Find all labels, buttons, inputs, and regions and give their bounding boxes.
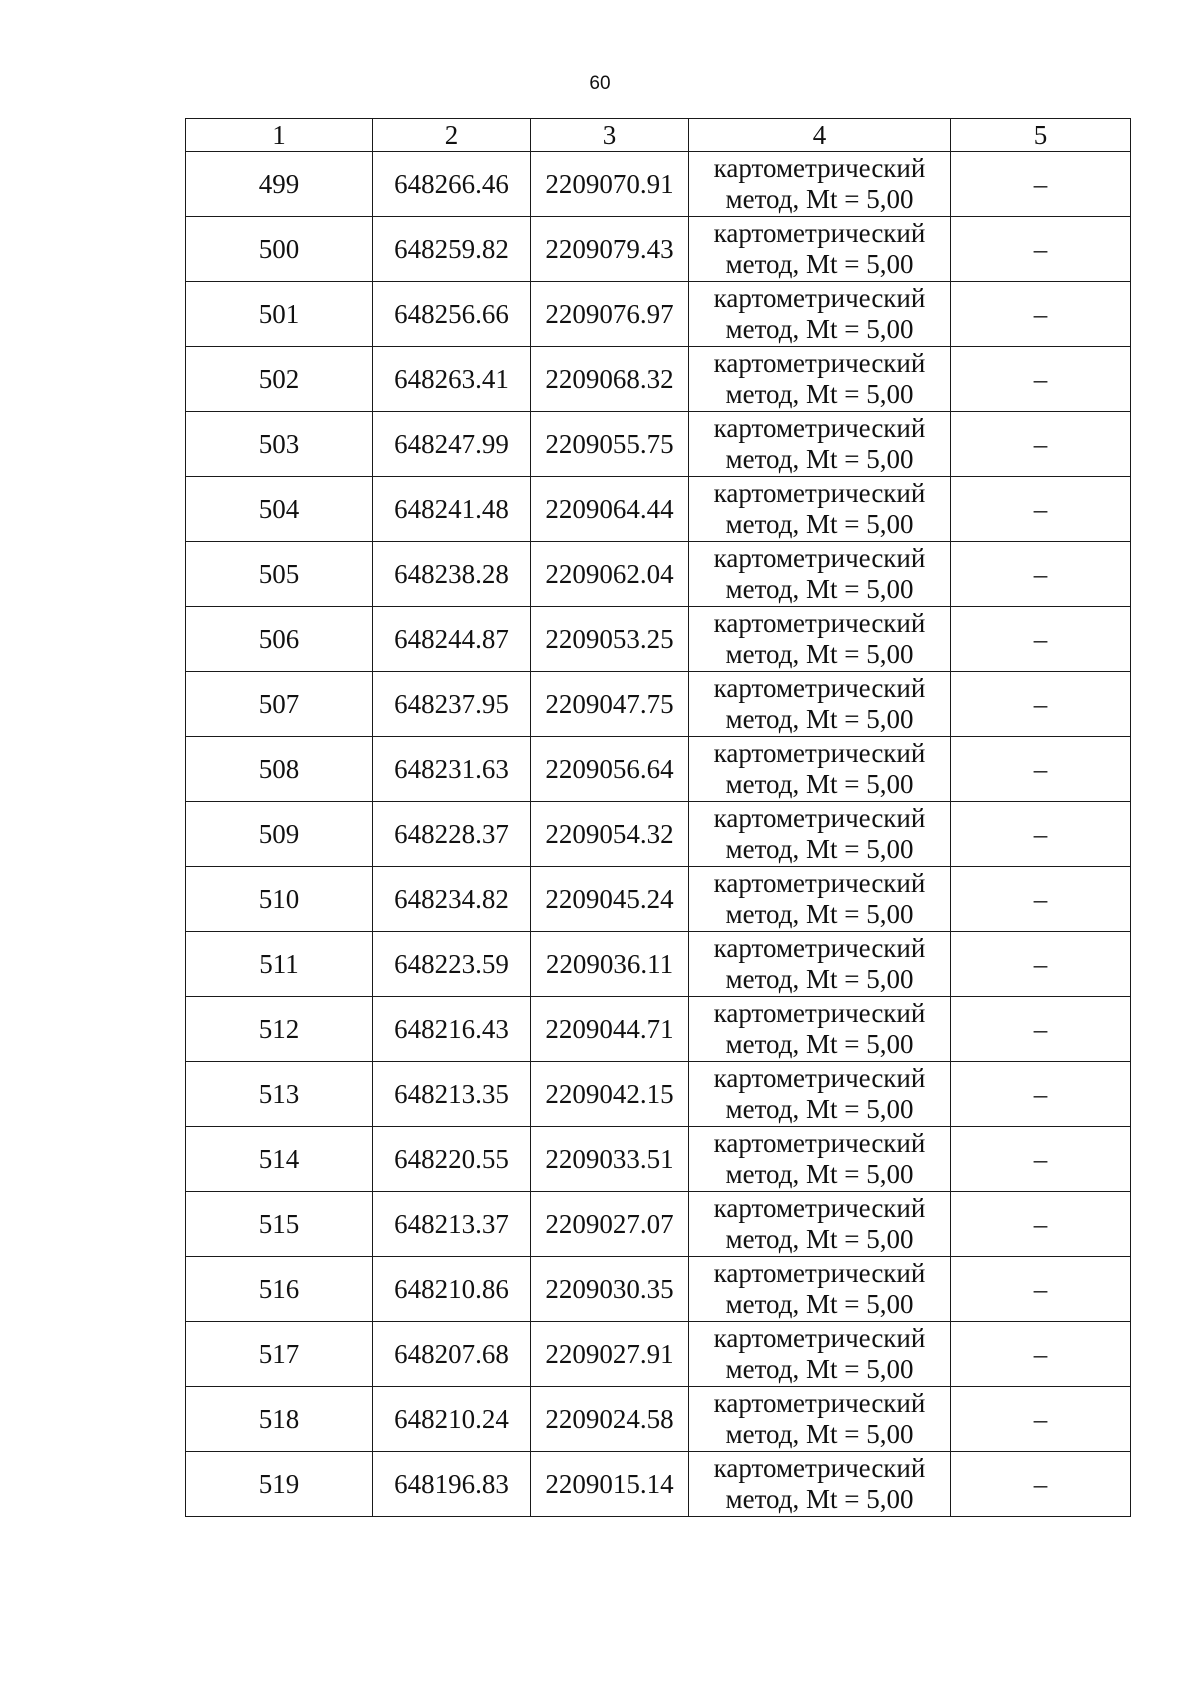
point-number-cell: 506 — [186, 607, 373, 672]
coordinates-table — [185, 118, 1131, 1517]
note-cell: – — [951, 282, 1131, 347]
method-line-2: метод, Mt = 5,00 — [725, 1484, 914, 1514]
method-line-1: картометрический — [713, 413, 926, 443]
table-row — [186, 997, 1131, 1062]
point-number-cell: 511 — [186, 932, 373, 997]
note-cell: – — [951, 1257, 1131, 1322]
page-number: 60 — [589, 73, 611, 94]
method-line-2: метод, Mt = 5,00 — [725, 444, 914, 474]
method-cell — [689, 672, 951, 737]
method-cell — [689, 1387, 951, 1452]
x-coordinate-cell: 648216.43 — [373, 997, 531, 1062]
note-cell: – — [951, 1322, 1131, 1387]
x-coordinate-cell: 648259.82 — [373, 217, 531, 282]
table-row — [186, 217, 1131, 282]
method-line-1: картометрический — [713, 998, 926, 1028]
method-line-2: метод, Mt = 5,00 — [725, 639, 914, 669]
method-line-1: картометрический — [713, 1128, 926, 1158]
point-number-cell: 512 — [186, 997, 373, 1062]
point-number-cell: 507 — [186, 672, 373, 737]
method-line-1: картометрический — [713, 868, 926, 898]
table-header — [186, 119, 1131, 152]
table-row — [186, 737, 1131, 802]
note-cell: – — [951, 867, 1131, 932]
x-coordinate-cell: 648210.86 — [373, 1257, 531, 1322]
table-row — [186, 1387, 1131, 1452]
table-row — [186, 1192, 1131, 1257]
y-coordinate-cell: 2209064.44 — [531, 477, 689, 542]
note-cell: – — [951, 542, 1131, 607]
table-row — [186, 477, 1131, 542]
note-cell: – — [951, 1127, 1131, 1192]
method-line-1: картометрический — [713, 738, 926, 768]
method-cell — [689, 282, 951, 347]
point-number-cell: 515 — [186, 1192, 373, 1257]
y-coordinate-cell: 2209068.32 — [531, 347, 689, 412]
method-cell — [689, 1062, 951, 1127]
note-cell: – — [951, 217, 1131, 282]
y-coordinate-cell: 2209030.35 — [531, 1257, 689, 1322]
method-line-2: метод, Mt = 5,00 — [725, 1289, 914, 1319]
method-cell — [689, 1452, 951, 1517]
point-number-cell: 499 — [186, 152, 373, 217]
note-cell: – — [951, 477, 1131, 542]
y-coordinate-cell: 2209062.04 — [531, 542, 689, 607]
point-number-cell: 514 — [186, 1127, 373, 1192]
method-cell — [689, 1192, 951, 1257]
x-coordinate-cell: 648220.55 — [373, 1127, 531, 1192]
header-col-1: 1 — [186, 119, 373, 152]
x-coordinate-cell: 648244.87 — [373, 607, 531, 672]
method-line-2: метод, Mt = 5,00 — [725, 1029, 914, 1059]
x-coordinate-cell: 648223.59 — [373, 932, 531, 997]
y-coordinate-cell: 2209047.75 — [531, 672, 689, 737]
method-cell — [689, 1127, 951, 1192]
method-line-2: метод, Mt = 5,00 — [725, 509, 914, 539]
y-coordinate-cell: 2209076.97 — [531, 282, 689, 347]
header-col-3: 3 — [531, 119, 689, 152]
note-cell: – — [951, 932, 1131, 997]
note-cell: – — [951, 997, 1131, 1062]
header-col-2: 2 — [373, 119, 531, 152]
method-cell — [689, 997, 951, 1062]
table-row — [186, 1452, 1131, 1517]
y-coordinate-cell: 2209036.11 — [531, 932, 689, 997]
y-coordinate-cell: 2209015.14 — [531, 1452, 689, 1517]
x-coordinate-cell: 648231.63 — [373, 737, 531, 802]
table-row — [186, 282, 1131, 347]
y-coordinate-cell: 2209054.32 — [531, 802, 689, 867]
method-line-1: картометрический — [713, 348, 926, 378]
y-coordinate-cell: 2209044.71 — [531, 997, 689, 1062]
y-coordinate-cell: 2209079.43 — [531, 217, 689, 282]
method-line-2: метод, Mt = 5,00 — [725, 704, 914, 734]
y-coordinate-cell: 2209053.25 — [531, 607, 689, 672]
point-number-cell: 500 — [186, 217, 373, 282]
y-coordinate-cell: 2209033.51 — [531, 1127, 689, 1192]
point-number-cell: 503 — [186, 412, 373, 477]
point-number-cell: 517 — [186, 1322, 373, 1387]
note-cell: – — [951, 672, 1131, 737]
point-number-cell: 509 — [186, 802, 373, 867]
method-cell — [689, 802, 951, 867]
point-number-cell: 504 — [186, 477, 373, 542]
method-line-1: картометрический — [713, 1258, 926, 1288]
method-line-1: картометрический — [713, 283, 926, 313]
note-cell: – — [951, 1062, 1131, 1127]
method-line-1: картометрический — [713, 218, 926, 248]
note-cell: – — [951, 802, 1131, 867]
method-line-2: метод, Mt = 5,00 — [725, 379, 914, 409]
y-coordinate-cell: 2209055.75 — [531, 412, 689, 477]
x-coordinate-cell: 648213.35 — [373, 1062, 531, 1127]
point-number-cell: 508 — [186, 737, 373, 802]
method-cell — [689, 477, 951, 542]
method-cell — [689, 1257, 951, 1322]
point-number-cell: 518 — [186, 1387, 373, 1452]
x-coordinate-cell: 648241.48 — [373, 477, 531, 542]
method-line-2: метод, Mt = 5,00 — [725, 1354, 914, 1384]
y-coordinate-cell: 2209027.07 — [531, 1192, 689, 1257]
note-cell: – — [951, 1452, 1131, 1517]
table-row — [186, 1322, 1131, 1387]
note-cell: – — [951, 1387, 1131, 1452]
method-cell — [689, 347, 951, 412]
method-cell — [689, 542, 951, 607]
table-row — [186, 607, 1131, 672]
table-row — [186, 347, 1131, 412]
table-row — [186, 932, 1131, 997]
note-cell: – — [951, 152, 1131, 217]
method-cell — [689, 932, 951, 997]
table-row — [186, 542, 1131, 607]
method-line-1: картометрический — [713, 803, 926, 833]
y-coordinate-cell: 2209024.58 — [531, 1387, 689, 1452]
method-cell — [689, 217, 951, 282]
y-coordinate-cell: 2209042.15 — [531, 1062, 689, 1127]
header-col-4: 4 — [689, 119, 951, 152]
method-line-2: метод, Mt = 5,00 — [725, 834, 914, 864]
method-line-1: картометрический — [713, 1193, 926, 1223]
method-line-1: картометрический — [713, 1323, 926, 1353]
x-coordinate-cell: 648207.68 — [373, 1322, 531, 1387]
method-line-2: метод, Mt = 5,00 — [725, 769, 914, 799]
method-cell — [689, 607, 951, 672]
method-line-2: метод, Mt = 5,00 — [725, 1224, 914, 1254]
x-coordinate-cell: 648238.28 — [373, 542, 531, 607]
note-cell: – — [951, 347, 1131, 412]
method-cell — [689, 412, 951, 477]
method-line-2: метод, Mt = 5,00 — [725, 1159, 914, 1189]
method-line-1: картометрический — [713, 153, 926, 183]
note-cell: – — [951, 607, 1131, 672]
method-line-2: метод, Mt = 5,00 — [725, 964, 914, 994]
method-line-2: метод, Mt = 5,00 — [725, 314, 914, 344]
method-line-1: картометрический — [713, 673, 926, 703]
method-cell — [689, 737, 951, 802]
method-line-2: метод, Mt = 5,00 — [725, 574, 914, 604]
table-body — [186, 152, 1131, 1517]
x-coordinate-cell: 648266.46 — [373, 152, 531, 217]
x-coordinate-cell: 648234.82 — [373, 867, 531, 932]
header-row — [186, 119, 1131, 152]
method-cell — [689, 867, 951, 932]
x-coordinate-cell: 648210.24 — [373, 1387, 531, 1452]
x-coordinate-cell: 648263.41 — [373, 347, 531, 412]
table-row — [186, 152, 1131, 217]
point-number-cell: 505 — [186, 542, 373, 607]
point-number-cell: 502 — [186, 347, 373, 412]
table-row — [186, 802, 1131, 867]
method-line-1: картометрический — [713, 1388, 926, 1418]
table-row — [186, 672, 1131, 737]
table-row — [186, 1062, 1131, 1127]
note-cell: – — [951, 412, 1131, 477]
x-coordinate-cell: 648237.95 — [373, 672, 531, 737]
method-line-1: картометрический — [713, 1063, 926, 1093]
table-row — [186, 412, 1131, 477]
method-line-1: картометрический — [713, 608, 926, 638]
method-line-1: картометрический — [713, 543, 926, 573]
y-coordinate-cell: 2209027.91 — [531, 1322, 689, 1387]
method-line-1: картометрический — [713, 478, 926, 508]
method-line-2: метод, Mt = 5,00 — [725, 899, 914, 929]
y-coordinate-cell: 2209045.24 — [531, 867, 689, 932]
point-number-cell: 516 — [186, 1257, 373, 1322]
note-cell: – — [951, 1192, 1131, 1257]
y-coordinate-cell: 2209070.91 — [531, 152, 689, 217]
y-coordinate-cell: 2209056.64 — [531, 737, 689, 802]
x-coordinate-cell: 648213.37 — [373, 1192, 531, 1257]
point-number-cell: 510 — [186, 867, 373, 932]
table-row — [186, 867, 1131, 932]
method-line-2: метод, Mt = 5,00 — [725, 184, 914, 214]
x-coordinate-cell: 648196.83 — [373, 1452, 531, 1517]
x-coordinate-cell: 648247.99 — [373, 412, 531, 477]
method-line-2: метод, Mt = 5,00 — [725, 1419, 914, 1449]
table-row — [186, 1127, 1131, 1192]
x-coordinate-cell: 648228.37 — [373, 802, 531, 867]
method-line-2: метод, Mt = 5,00 — [725, 1094, 914, 1124]
note-cell: – — [951, 737, 1131, 802]
method-line-1: картометрический — [713, 933, 926, 963]
method-line-1: картометрический — [713, 1453, 926, 1483]
method-cell — [689, 152, 951, 217]
method-cell — [689, 1322, 951, 1387]
point-number-cell: 501 — [186, 282, 373, 347]
method-line-2: метод, Mt = 5,00 — [725, 249, 914, 279]
header-col-5: 5 — [951, 119, 1131, 152]
x-coordinate-cell: 648256.66 — [373, 282, 531, 347]
point-number-cell: 513 — [186, 1062, 373, 1127]
point-number-cell: 519 — [186, 1452, 373, 1517]
table-row — [186, 1257, 1131, 1322]
